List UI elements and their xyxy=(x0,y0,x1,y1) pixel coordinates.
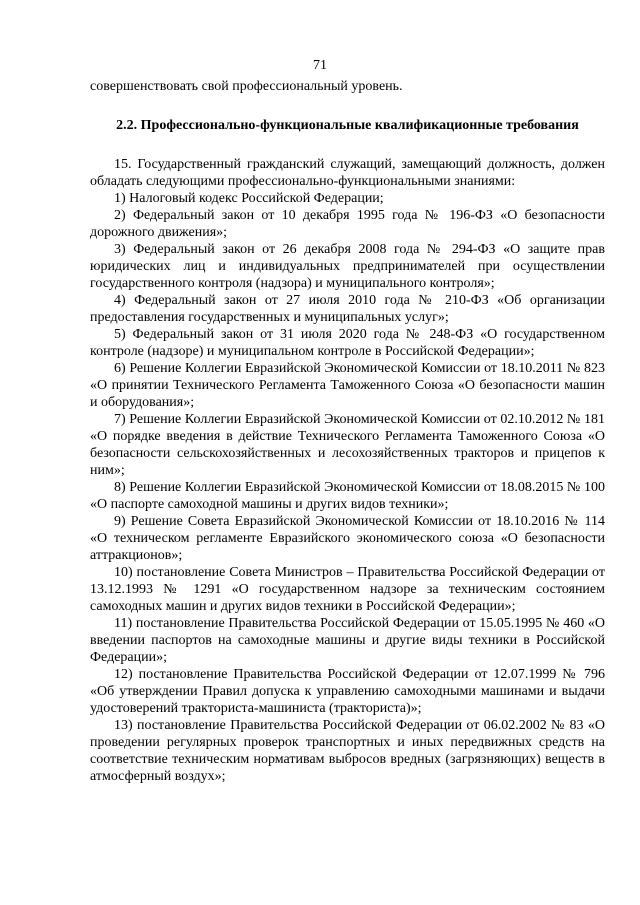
document-body xyxy=(90,78,605,785)
list-item-7: 7) Решение Коллегии Евразийской Экономической Комиссии от 02.10.2012 № 181 «О порядке введения в действие Технического Регламента Таможенного Союза «О безопасности сельскохозяйственных и лесохозяйственных тракторов и прицепов к ним»; xyxy=(90,412,605,478)
list-item-12: 12) постановление Правительства Российской Федерации от 12.07.1999 № 796 «Об утверждении Правил допуска к управлению самоходными машинами и выдачи удостоверений тракториста-машиниста (тракториста)»; xyxy=(90,667,605,716)
list-item-9: 9) Решение Совета Евразийской Экономической Комиссии от 18.10.2016 № 114 «О техническом регламенте Евразийского экономического союза «О безопасности аттракционов»; xyxy=(90,514,605,563)
list-item-4: 4) Федеральный закон от 27 июля 2010 года № 210-ФЗ «Об организации предоставления государственных и муниципальных услуг»; xyxy=(90,293,605,325)
list-item-6: 6) Решение Коллегии Евразийской Экономической Комиссии от 18.10.2011 № 823 «О принятии Технического Регламента Таможенного Союза «О безопасности машин и оборудования»; xyxy=(90,361,605,410)
list-item-13: 13) постановление Правительства Российской Федерации от 06.02.2002 № 83 «О проведении регулярных проверок транспортных и иных передвижных средств на соответствие техническим нормативам выбросов вредных (загрязняющих) веществ в атмосферный воздух»; xyxy=(90,718,605,784)
intro-line: совершенствовать свой профессиональный уровень. xyxy=(90,79,403,94)
page-number: 71 xyxy=(313,58,327,73)
list-item-8: 8) Решение Коллегии Евразийской Экономической Комиссии от 18.08.2015 № 100 «О паспорте самоходной машины и других видов техники»; xyxy=(90,480,605,512)
section-heading: 2.2. Профессионально-функциональные квалификационные требования xyxy=(116,118,579,133)
list-item-1: 1) Налоговый кодекс Российской Федерации; xyxy=(114,191,384,206)
list-item-5: 5) Федеральный закон от 31 июля 2020 года № 248-ФЗ «О государственном контроле (надзоре) и муниципальном контроле в Российской Федерации»; xyxy=(90,327,605,359)
list-item-11: 11) постановление Правительства Российской Федерации от 15.05.1995 № 460 «О введении паспортов на самоходные машины и другие виды техники в Российской Федерации»; xyxy=(90,616,605,665)
list-item-10: 10) постановление Совета Министров – Правительства Российской Федерации от 13.12.1993 № 1291 «О государственном надзоре за техническим состоянием самоходных машин и других видов техники в Российской Федерации»; xyxy=(90,565,605,614)
list-item-2: 2) Федеральный закон от 10 декабря 1995 года № 196-ФЗ «О безопасности дорожного движения»; xyxy=(90,208,605,240)
list-item-3: 3) Федеральный закон от 26 декабря 2008 года № 294-ФЗ «О защите прав юридических лиц и индивидуальных предпринимателей при осуществлении государственного контроля (надзора) и муниципального контроля»; xyxy=(90,242,605,291)
paragraph-15: 15. Государственный гражданский служащий, замещающий должность, должен обладать следующими профессионально-функциональными знаниями: xyxy=(90,157,605,189)
